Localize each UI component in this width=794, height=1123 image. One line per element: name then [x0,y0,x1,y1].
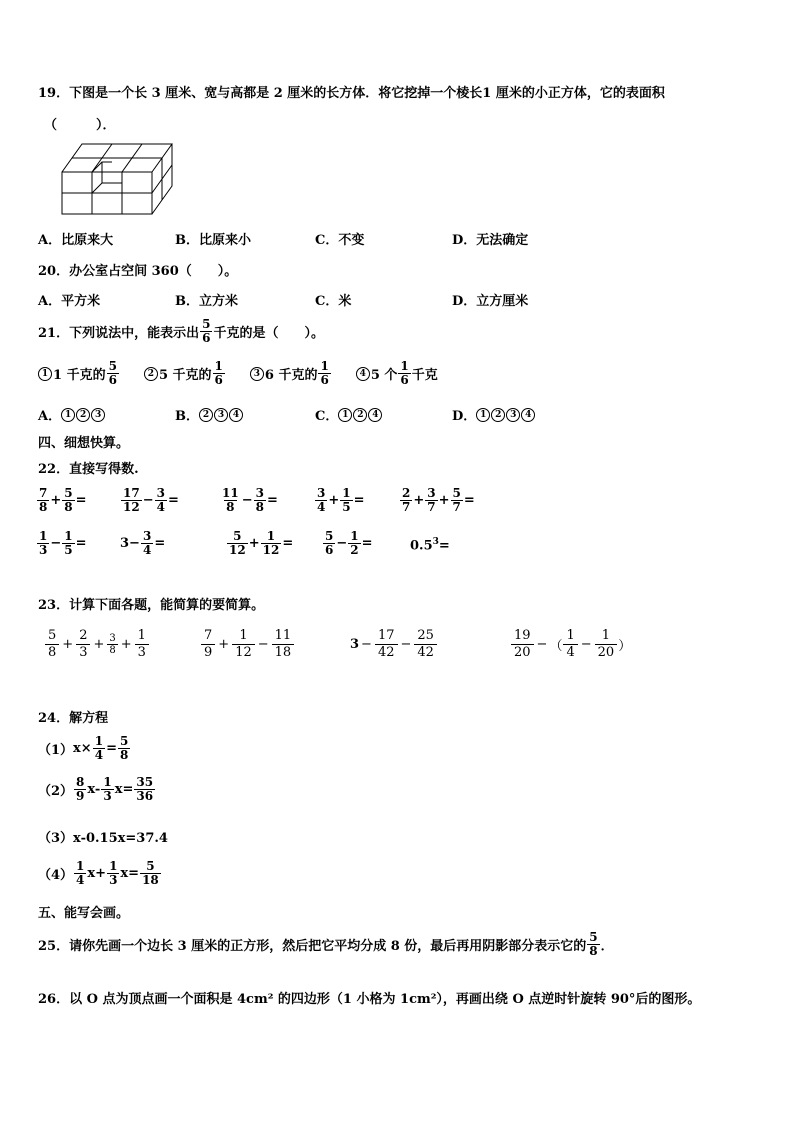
q21-fraction: $\frac{5}{6}$ [202,317,211,345]
q22-item-5: $\frac{2}{7}$ + $\frac{3}{7}$ + $\frac{5}{7}$ = [402,486,475,514]
q21-prefix: 21．下列说法中，能表示出 [38,326,200,341]
q20-option-c[interactable]: C．米 [315,294,352,309]
q26-text: 26．以 O 点为顶点画一个面积是 4cm² 的四边形（1 小格为 1cm²），再画出绕 O 点逆时针旋转 90°后的图形。 [38,992,701,1007]
q19-option-b[interactable]: B．比原来小 [175,233,251,248]
section-4-title: 四、细想快算。 [38,436,130,451]
q21-options [38,405,738,423]
q22-item-7: 3 − $\frac{3}{4}$ = [120,529,166,557]
cuboid-figure [58,140,174,218]
q24-eq-2: （2） $\frac{8}{9}$ x- $\frac{1}{3}$ x= $\frac{35}{36}$ [38,775,154,803]
q21-statement-4: 4 5 个 $\frac{1}{6}$ 千克 [356,360,438,387]
q20-text: 20．办公室占空间 360（ ）。 [38,264,238,279]
q21-option-b[interactable]: B． 2 3 4 [175,405,244,424]
q22-item-6: $\frac{1}{3}$ − $\frac{1}{5}$ = [39,529,87,557]
q24-eq-3: （3）x-0.15x=37.4 [38,831,168,846]
q21-text [38,318,324,345]
q23-expr-1: $\frac{5}{8}$ + $\frac{2}{3}$ + $\frac{3}{8}$ + $\frac{1}{3}$ [44,628,150,661]
q23-expr-3: 3 − $\frac{17}{42}$ − $\frac{25}{42}$ [350,628,438,661]
q21-statement-2: 2 5 千克的 $\frac{1}{6}$ [144,360,226,387]
q22-item-3: $\frac{11}{8}$ − $\frac{3}{8}$ = [222,486,278,514]
q22-item-9: $\frac{5}{6}$ − $\frac{1}{2}$ = [325,529,373,557]
q22-item-10: $0.5^3=$ [410,537,450,554]
q24-title: 24．解方程 [38,711,109,726]
q19-option-c[interactable]: C．不变 [315,233,365,248]
q22-item-8: $\frac{5}{12}$ + $\frac{1}{12}$ = [229,529,294,557]
q21-option-c[interactable]: C． 1 2 4 [315,405,383,424]
q24-eq-4: （4） $\frac{1}{4}$ x+ $\frac{1}{3}$ x= $\frac{5}{18}$ [38,859,159,887]
q21-option-d[interactable]: D． 1 2 3 4 [452,405,536,424]
q22-item-4: $\frac{3}{4}$ + $\frac{1}{5}$ = [317,486,365,514]
q21-option-a[interactable]: A． 1 2 3 [38,405,106,424]
q25-text: 25．请你先画一个边长 3 厘米的正方形，然后把它平均分成 8 份，最后再用阴影部分表示它的 $\frac{5}{8}$ ． [38,930,614,958]
q21-suffix: 千克的是（ ）。 [213,326,324,341]
q23-expr-2: $\frac{7}{9}$ + $\frac{1}{12}$ − $\frac{11}{18}$ [200,628,295,661]
section-5-title: 五、能写会画。 [38,906,130,921]
q19-option-d[interactable]: D．无法确定 [452,233,529,248]
q22-title: 22．直接写得数. [38,462,139,477]
q21-statement-1: 1 1 千克的 $\frac{5}{6}$ [38,360,120,387]
q20-option-b[interactable]: B．立方米 [175,294,238,309]
q19-text: 19．下图是一个长 3 厘米、宽与高都是 2 厘米的长方体．将它挖掉一个棱长1 厘米的小正方体，它的表面积 [38,86,665,101]
q21-statement-3: 3 6 千克的 $\frac{1}{6}$ [250,360,332,387]
q19-option-a[interactable]: A．比原来大 [38,233,114,248]
q24-eq-1: （1） x× $\frac{1}{4}$ = $\frac{5}{8}$ [38,734,129,762]
q20-option-a[interactable]: A．平方米 [38,294,101,309]
q23-expr-4: $\frac{19}{20}$ − （ $\frac{1}{4}$ − $\frac{1}{20}$ ） [510,628,631,661]
q20-option-d[interactable]: D．立方厘米 [452,294,529,309]
q21-statements [38,360,438,387]
q22-item-2: $\frac{17}{12}$ − $\frac{3}{4}$ = [123,486,179,514]
q23-title: 23．计算下面各题，能简算的要简算。 [38,598,265,613]
q22-item-1: $\frac{7}{8}$ + $\frac{5}{8}$ = [39,486,87,514]
q19-blank: （ ）． [44,118,116,133]
